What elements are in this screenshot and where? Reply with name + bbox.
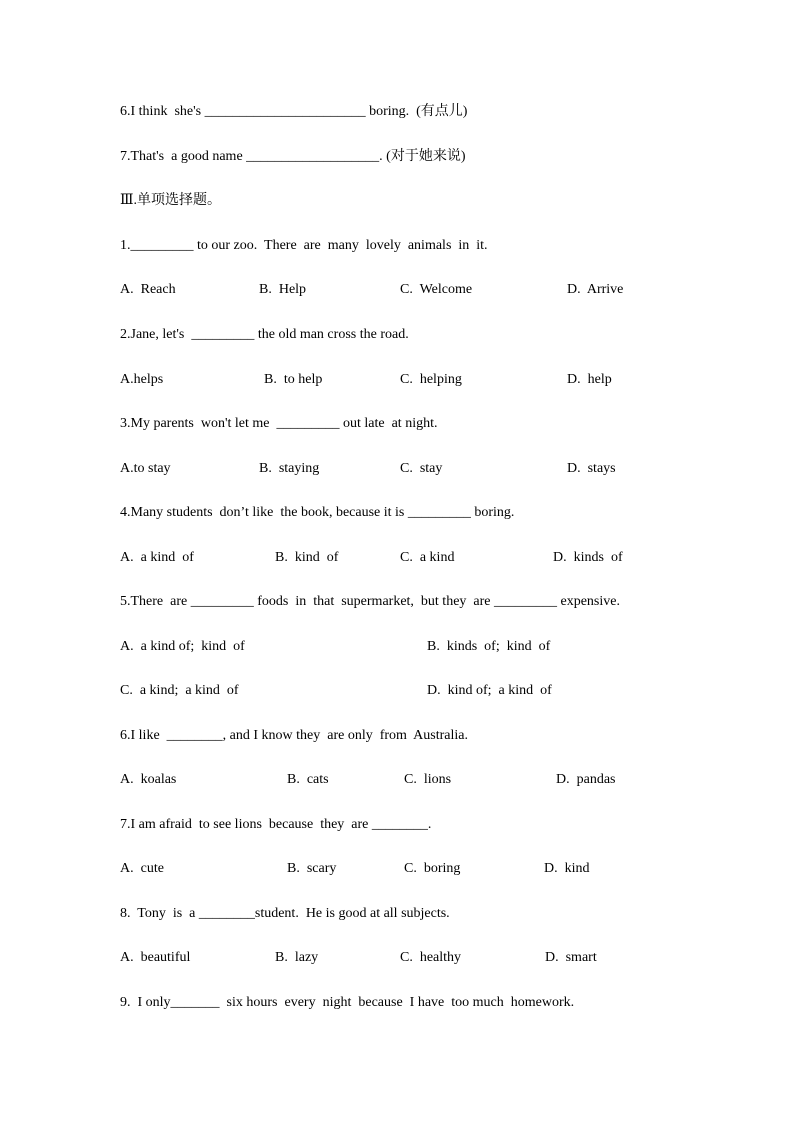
option-c: C. Welcome	[400, 282, 473, 297]
question-8-stem: 8. Tony is a ________student. He is good at all subjects.	[120, 906, 450, 921]
question-7-options	[120, 860, 720, 878]
option-d: D. Arrive	[567, 282, 624, 297]
question-7-stem: 7.I am afraid to see lions because they are ________.	[120, 817, 432, 832]
option-a: A. a kind of	[120, 550, 194, 565]
option-a: A.to stay	[120, 461, 171, 476]
fill-item-7: 7.That's a good name ___________________. (对于她来说)	[120, 149, 466, 164]
option-d: D. kind of; a kind of	[427, 683, 552, 698]
option-c: C. healthy	[400, 950, 462, 965]
option-a: A.helps	[120, 372, 164, 387]
question-5-options-row1	[120, 638, 720, 656]
option-b: B. to help	[264, 372, 323, 387]
question-3-stem: 3.My parents won't let me _________ out late at night.	[120, 416, 438, 431]
option-b: B. lazy	[275, 950, 319, 965]
option-a: A. beautiful	[120, 950, 191, 965]
question-9-stem: 9. I only_______ six hours every night because I have too much homework.	[120, 995, 575, 1010]
option-d: D. stays	[567, 461, 616, 476]
question-4-options	[120, 549, 720, 567]
option-c: C. stay	[400, 461, 443, 476]
question-1-stem: 1._________ to our zoo. There are many lovely animals in it.	[120, 238, 488, 253]
option-c: C. a kind	[400, 550, 455, 565]
option-b: B. kinds of; kind of	[427, 639, 551, 654]
option-b: B. kind of	[275, 550, 339, 565]
option-a: A. koalas	[120, 772, 177, 787]
option-a: A. Reach	[120, 282, 176, 297]
option-d: D. kinds of	[553, 550, 623, 565]
option-a: A. cute	[120, 861, 164, 876]
option-a: A. a kind of; kind of	[120, 639, 245, 654]
fill-item-6: 6.I think she's _______________________ boring. (有点儿)	[120, 104, 468, 119]
option-b: B. scary	[287, 861, 337, 876]
question-2-stem: 2.Jane, let's _________ the old man cross the road.	[120, 327, 409, 342]
question-5-stem: 5.There are _________ foods in that supermarket, but they are _________ expensive.	[120, 594, 620, 609]
section-title: Ⅲ.单项选择题。	[120, 193, 222, 208]
question-8-options	[120, 949, 720, 967]
question-3-options	[120, 460, 720, 478]
question-4-stem: 4.Many students don’t like the book, because it is _________ boring.	[120, 505, 515, 520]
option-b: B. staying	[259, 461, 320, 476]
option-d: D. smart	[545, 950, 597, 965]
option-c: C. lions	[404, 772, 452, 787]
question-1-options	[120, 281, 720, 299]
option-d: D. help	[567, 372, 612, 387]
option-c: C. a kind; a kind of	[120, 683, 239, 698]
option-d: D. pandas	[556, 772, 616, 787]
option-b: B. cats	[287, 772, 329, 787]
question-5-options-row2	[120, 682, 720, 700]
question-2-options	[120, 371, 720, 389]
option-b: B. Help	[259, 282, 307, 297]
option-c: C. boring	[404, 861, 461, 876]
option-d: D. kind	[544, 861, 590, 876]
question-6-options	[120, 771, 720, 789]
option-c: C. helping	[400, 372, 462, 387]
question-6-stem: 6.I like ________, and I know they are only from Australia.	[120, 728, 468, 743]
